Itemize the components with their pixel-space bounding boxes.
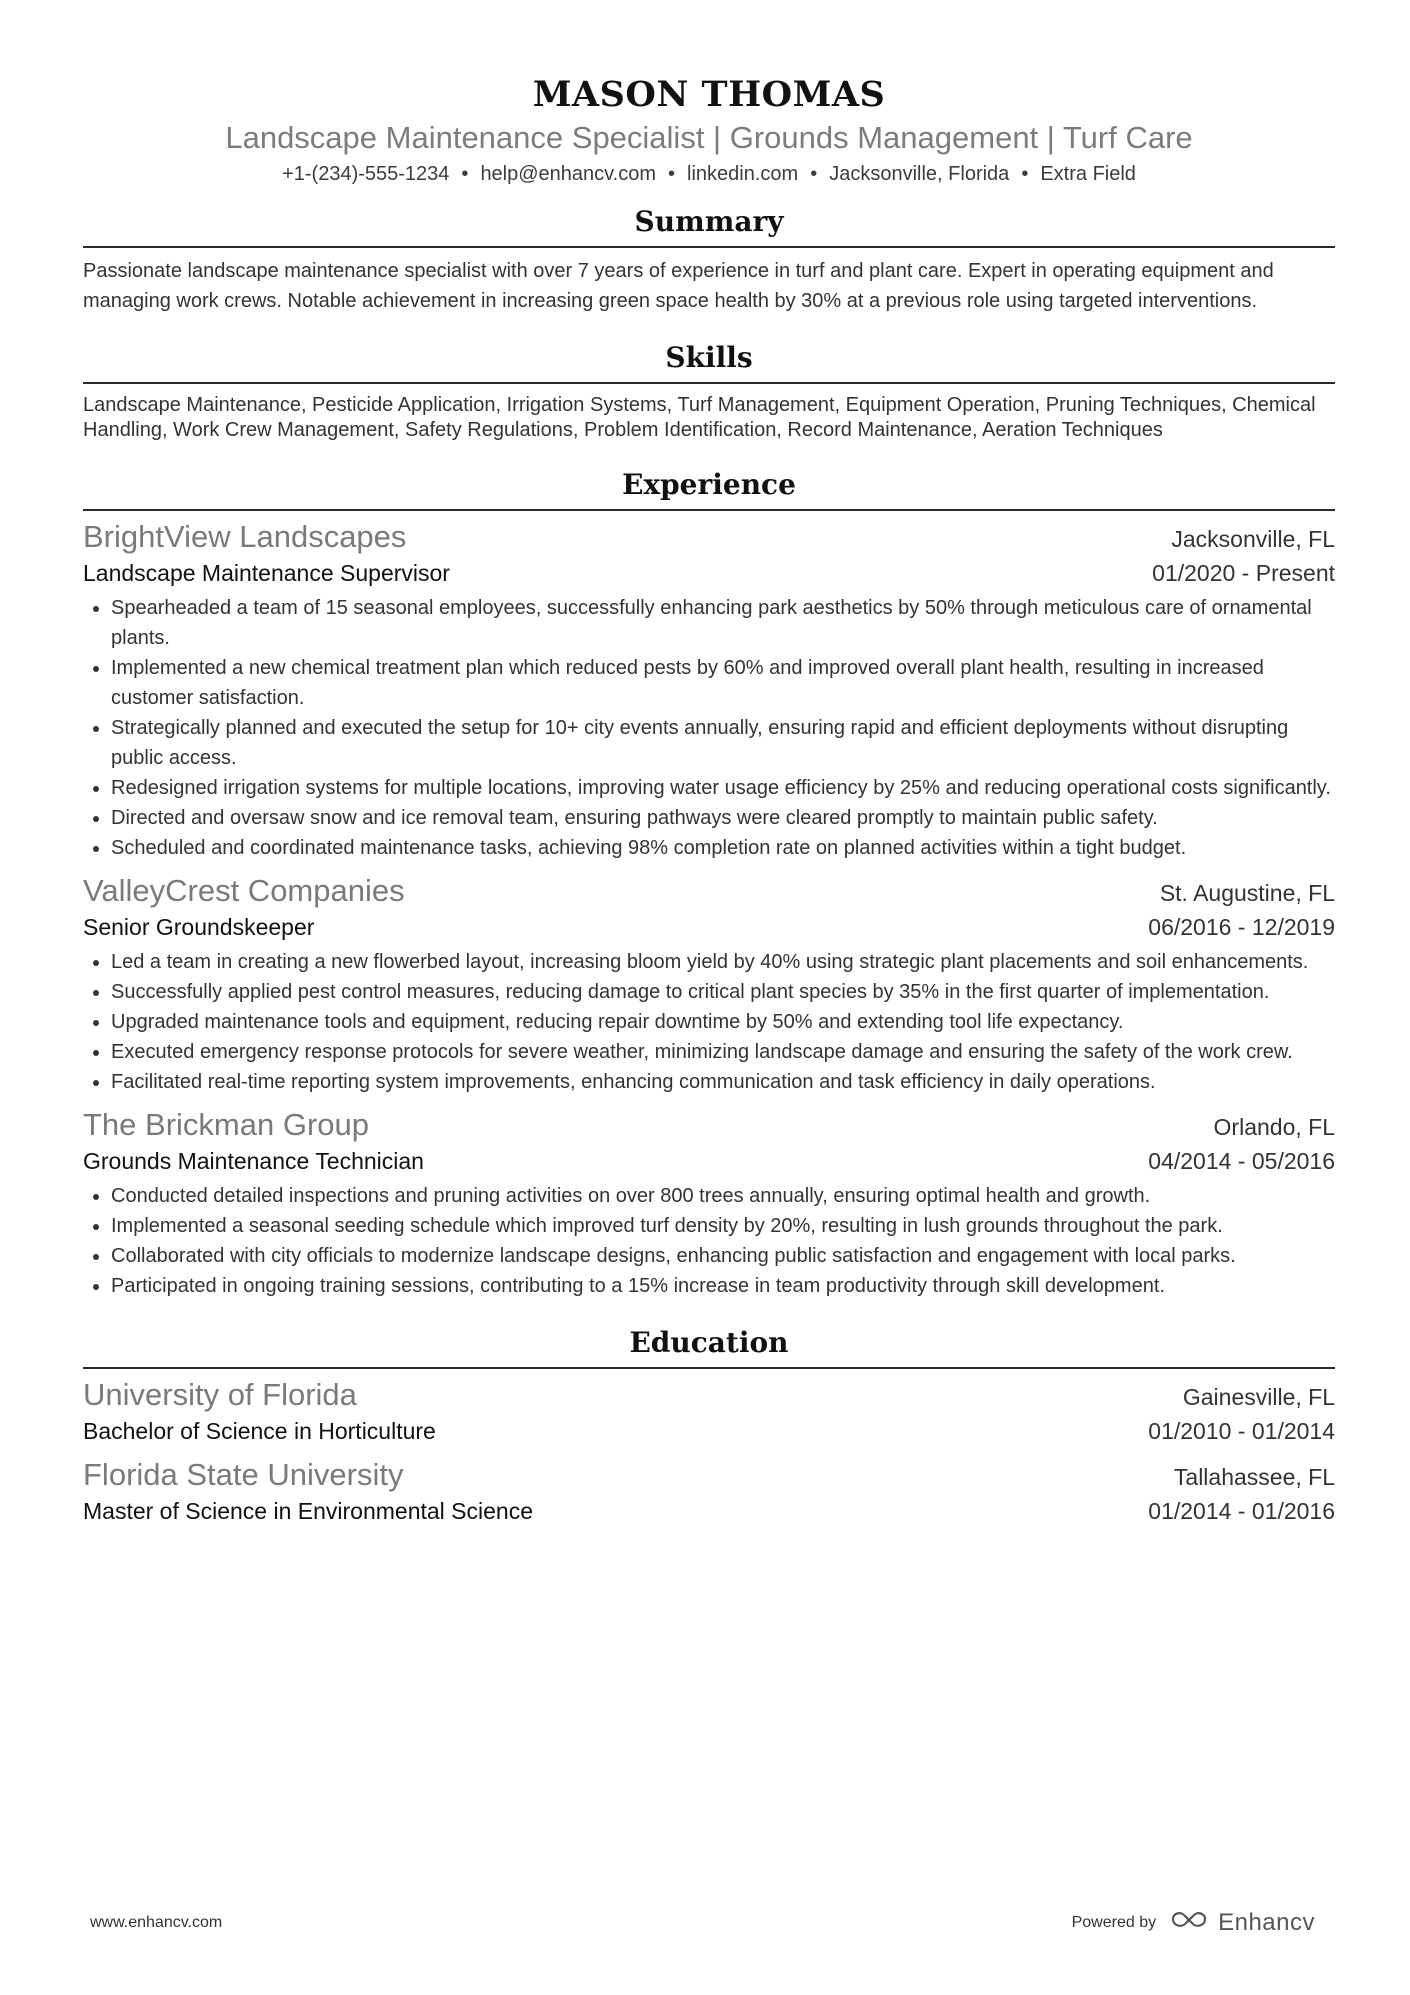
bullet-item: Conducted detailed inspections and pruning activities on over 800 trees annually, ensuring optimal health and growth. [83, 1181, 1335, 1211]
education-dates: 01/2014 - 01/2016 [1148, 1498, 1335, 1524]
education-dates: 01/2010 - 01/2014 [1148, 1418, 1335, 1444]
enhancv-brand[interactable] [1170, 1908, 1315, 1937]
location: Jacksonville, Florida [829, 163, 1010, 185]
bullet-item: Redesigned irrigation systems for multiple locations, improving water usage efficiency by 25% and reducing operational costs significantly. [83, 773, 1335, 803]
job-dates: 04/2014 - 05/2016 [1148, 1148, 1335, 1174]
section-divider [83, 509, 1335, 511]
powered-by [1072, 1908, 1315, 1937]
bullet-item: Implemented a new chemical treatment plan which reduced pests by 60% and improved overall plant health, resulting in increased customer satisfaction. [83, 653, 1335, 713]
bullet-item: Led a team in creating a new flowerbed layout, increasing bloom yield by 40% using strategic plant placements and soil enhancements. [83, 947, 1335, 977]
job-bullets [83, 947, 1335, 1097]
phone: +1-(234)-555-1234 [282, 163, 450, 185]
bullet-item: Strategically planned and executed the setup for 10+ city events annually, ensuring rapid and efficient deployments without disrupting public access. [83, 713, 1335, 773]
section-divider [83, 246, 1335, 248]
job-title: Landscape Maintenance Supervisor [83, 560, 450, 586]
section-title-education: Education [629, 1326, 789, 1359]
section-title-experience: Experience [622, 468, 796, 501]
company-name: BrightView Landscapes [83, 519, 407, 554]
experience-entry [83, 871, 1335, 1097]
bullet-item: Facilitated real-time reporting system improvements, enhancing communication and task efficiency in daily operations. [83, 1067, 1335, 1097]
school-name: University of Florida [83, 1377, 357, 1412]
bullet-item: Collaborated with city officials to modernize landscape designs, enhancing public satisfaction and engagement with local parks. [83, 1241, 1335, 1271]
bullet-item: Successfully applied pest control measures, reducing damage to critical plant species by 35% in the first quarter of implementation. [83, 977, 1335, 1007]
school-location: Tallahassee, FL [1173, 1464, 1335, 1490]
resume-page [83, 72, 1335, 1527]
degree: Bachelor of Science in Horticulture [83, 1418, 436, 1444]
bullet-item: Implemented a seasonal seeding schedule which improved turf density by 20%, resulting in lush grounds throughout the park. [83, 1211, 1335, 1241]
bullet-item: Directed and oversaw snow and ice removal team, ensuring pathways were cleared promptly to maintain public safety. [83, 803, 1335, 833]
company-name: ValleyCrest Companies [83, 873, 405, 908]
candidate-name: MASON THOMAS [532, 74, 886, 115]
separator-dot: • [1021, 163, 1029, 185]
separator-dot: • [810, 163, 818, 185]
job-bullets [83, 1181, 1335, 1301]
bullet-item: Scheduled and coordinated maintenance tasks, achieving 98% completion rate on planned activities within a tight budget. [83, 833, 1335, 863]
separator-dot: • [461, 163, 469, 185]
separator-dot: • [668, 163, 676, 185]
email[interactable]: help@enhancv.com [480, 163, 657, 185]
job-location: St. Augustine, FL [1159, 880, 1335, 906]
job-dates: 01/2020 - Present [1152, 560, 1335, 586]
job-title: Senior Groundskeeper [83, 914, 315, 940]
education-entry [83, 1455, 1335, 1527]
extra-field: Extra Field [1040, 163, 1136, 185]
job-location: Jacksonville, FL [1171, 526, 1335, 552]
experience-entry [83, 1105, 1335, 1301]
section-title-summary: Summary [634, 205, 784, 238]
linkedin[interactable]: linkedin.com [687, 163, 799, 185]
school-location: Gainesville, FL [1182, 1384, 1335, 1410]
bullet-item: Executed emergency response protocols for severe weather, minimizing landscape damage and ensuring the safety of the work crew. [83, 1037, 1335, 1067]
company-name: The Brickman Group [83, 1107, 369, 1142]
job-bullets [83, 593, 1335, 863]
brand-name: Enhancv [1218, 1908, 1315, 1936]
page-footer [90, 1908, 1315, 1937]
enhancv-logo-icon [1170, 1908, 1210, 1937]
section-divider [83, 1367, 1335, 1369]
section-title-skills: Skills [665, 341, 753, 374]
degree: Master of Science in Environmental Science [83, 1498, 533, 1524]
job-title: Grounds Maintenance Technician [83, 1148, 424, 1174]
summary-text: Passionate landscape maintenance specialist with over 7 years of experience in turf and plant care. Expert in operating equipment and managing work crews. Notable achievement in increasing green space health by 30% at a previous role using targeted interventions. [83, 260, 1274, 312]
education-entry [83, 1375, 1335, 1447]
skills-section [83, 338, 1335, 443]
job-location: Orlando, FL [1213, 1114, 1335, 1140]
skills-text: Landscape Maintenance, Pesticide Application, Irrigation Systems, Turf Management, Equipment Operation, Pruning Techniques, Chemical Handling, Work Crew Management, Safety Regulations, Problem Identification, Record Maintenance, Aeration Techniques [83, 394, 1316, 441]
bullet-item: Upgraded maintenance tools and equipment, reducing repair downtime by 50% and extending tool life expectancy. [83, 1007, 1335, 1037]
contact-line [83, 160, 1335, 188]
summary-section [83, 202, 1335, 316]
bullet-item: Participated in ongoing training sessions, contributing to a 15% increase in team productivity through skill development. [83, 1271, 1335, 1301]
section-divider [83, 382, 1335, 384]
experience-section [83, 465, 1335, 1301]
candidate-headline: Landscape Maintenance Specialist | Grounds Management | Turf Care [225, 120, 1193, 155]
powered-by-label: Powered by [1071, 1913, 1157, 1931]
school-name: Florida State University [83, 1457, 404, 1492]
footer-website-link[interactable]: www.enhancv.com [90, 1913, 223, 1931]
experience-entry [83, 517, 1335, 863]
education-section [83, 1323, 1335, 1527]
job-dates: 06/2016 - 12/2019 [1148, 914, 1335, 940]
bullet-item: Spearheaded a team of 15 seasonal employees, successfully enhancing park aesthetics by 50% through meticulous care of ornamental plants. [83, 593, 1335, 653]
